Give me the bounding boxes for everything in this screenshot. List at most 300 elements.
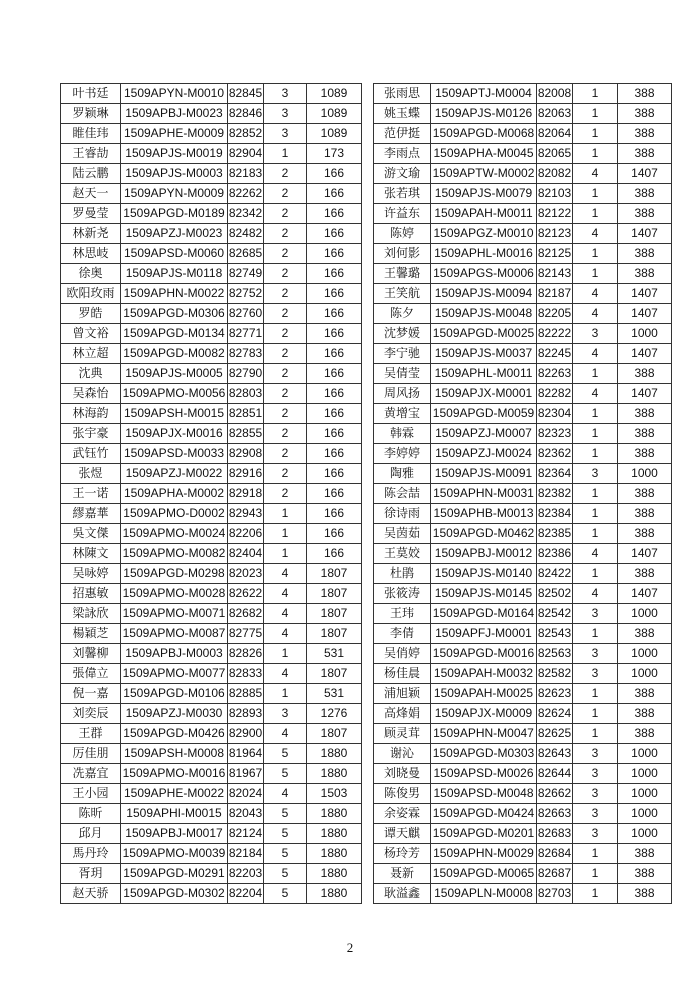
table-row [61, 624, 362, 644]
id-cell: 1509APJS-M0037 [431, 344, 537, 364]
table-row [374, 624, 672, 644]
amount-cell: 388 [618, 844, 672, 864]
id-cell: 1509APHA-M0002 [121, 484, 228, 504]
table-row [61, 424, 362, 444]
table-row [61, 164, 362, 184]
name-cell: 刘馨柳 [61, 644, 121, 664]
name-cell: 李婷婷 [374, 444, 431, 464]
level-cell: 3 [573, 784, 618, 804]
code-cell: 82065 [537, 144, 573, 164]
name-cell: 吴茵茹 [374, 524, 431, 544]
name-cell: 王群 [61, 724, 121, 744]
amount-cell: 166 [307, 384, 362, 404]
level-cell: 4 [264, 664, 307, 684]
amount-cell: 166 [307, 524, 362, 544]
table-row [61, 404, 362, 424]
code-cell: 82364 [537, 464, 573, 484]
name-cell: 杨玲芳 [374, 844, 431, 864]
level-cell: 1 [573, 204, 618, 224]
id-cell: 1509APFJ-M0001 [431, 624, 537, 644]
amount-cell: 1407 [618, 584, 672, 604]
amount-cell: 1276 [307, 704, 362, 724]
right-results-table [373, 83, 672, 904]
name-cell: 吴森怡 [61, 384, 121, 404]
code-cell: 82846 [228, 104, 264, 124]
table-row [61, 704, 362, 724]
id-cell: 1509APSD-M0033 [121, 444, 228, 464]
id-cell: 1509APJX-M0016 [121, 424, 228, 444]
id-cell: 1509APMO-D0002 [121, 504, 228, 524]
amount-cell: 1807 [307, 564, 362, 584]
code-cell: 82024 [228, 784, 264, 804]
level-cell: 2 [264, 424, 307, 444]
name-cell: 梁詠欣 [61, 604, 121, 624]
level-cell: 1 [264, 504, 307, 524]
name-cell: 张若琪 [374, 184, 431, 204]
table-row [374, 364, 672, 384]
name-cell: 李倩 [374, 624, 431, 644]
amount-cell: 388 [618, 244, 672, 264]
code-cell: 82205 [537, 304, 573, 324]
id-cell: 1509APYN-M0010 [121, 84, 228, 104]
id-cell: 1509APSD-M0026 [431, 764, 537, 784]
code-cell: 82662 [537, 784, 573, 804]
table-row [374, 144, 672, 164]
code-cell: 82362 [537, 444, 573, 464]
code-cell: 82783 [228, 344, 264, 364]
name-cell: 王笑航 [374, 284, 431, 304]
amount-cell: 1807 [307, 724, 362, 744]
level-cell: 1 [573, 364, 618, 384]
table-row [61, 884, 362, 904]
id-cell: 1509APGD-M0306 [121, 304, 228, 324]
id-cell: 1509APBJ-M0023 [121, 104, 228, 124]
code-cell: 82008 [537, 84, 573, 104]
name-cell: 冼嘉宜 [61, 764, 121, 784]
code-cell: 82304 [537, 404, 573, 424]
level-cell: 1 [573, 684, 618, 704]
code-cell: 82123 [537, 224, 573, 244]
amount-cell: 388 [618, 124, 672, 144]
level-cell: 2 [264, 244, 307, 264]
name-cell: 倪一嘉 [61, 684, 121, 704]
id-cell: 1509APGD-M0424 [431, 804, 537, 824]
name-cell: 张雨思 [374, 84, 431, 104]
level-cell: 1 [573, 124, 618, 144]
table-row [61, 544, 362, 564]
id-cell: 1509APGD-M0298 [121, 564, 228, 584]
name-cell: 陈夕 [374, 304, 431, 324]
id-cell: 1509APAH-M0025 [431, 684, 537, 704]
level-cell: 2 [264, 184, 307, 204]
code-cell: 82386 [537, 544, 573, 564]
code-cell: 82482 [228, 224, 264, 244]
id-cell: 1509APGD-M0291 [121, 864, 228, 884]
level-cell: 2 [264, 404, 307, 424]
level-cell: 1 [573, 884, 618, 904]
amount-cell: 531 [307, 644, 362, 664]
level-cell: 5 [264, 884, 307, 904]
amount-cell: 388 [618, 404, 672, 424]
code-cell: 82204 [228, 884, 264, 904]
level-cell: 4 [573, 384, 618, 404]
id-cell: 1509APJS-M0140 [431, 564, 537, 584]
code-cell: 82385 [537, 524, 573, 544]
code-cell: 82382 [537, 484, 573, 504]
id-cell: 1509APGD-M0025 [431, 324, 537, 344]
level-cell: 2 [264, 204, 307, 224]
amount-cell: 166 [307, 364, 362, 384]
id-cell: 1509APGD-M0016 [431, 644, 537, 664]
id-cell: 1509APJS-M0005 [121, 364, 228, 384]
level-cell: 3 [573, 804, 618, 824]
name-cell: 谢沁 [374, 744, 431, 764]
name-cell: 周风扬 [374, 384, 431, 404]
code-cell: 82685 [228, 244, 264, 264]
id-cell: 1509APGD-M0059 [431, 404, 537, 424]
code-cell: 82263 [537, 364, 573, 384]
level-cell: 4 [264, 624, 307, 644]
code-cell: 82203 [228, 864, 264, 884]
amount-cell: 388 [618, 84, 672, 104]
name-cell: 張偉立 [61, 664, 121, 684]
amount-cell: 1880 [307, 884, 362, 904]
level-cell: 3 [573, 604, 618, 624]
id-cell: 1509APBJ-M0012 [431, 544, 537, 564]
name-cell: 王馨璐 [374, 264, 431, 284]
name-cell: 杨佳晨 [374, 664, 431, 684]
level-cell: 1 [573, 624, 618, 644]
name-cell: 陶雅 [374, 464, 431, 484]
id-cell: 1509APGD-M0082 [121, 344, 228, 364]
code-cell: 82502 [537, 584, 573, 604]
amount-cell: 1407 [618, 384, 672, 404]
table-row [374, 464, 672, 484]
amount-cell: 166 [307, 504, 362, 524]
amount-cell: 388 [618, 204, 672, 224]
code-cell: 82183 [228, 164, 264, 184]
code-cell: 82124 [228, 824, 264, 844]
code-cell: 82282 [537, 384, 573, 404]
table-row [374, 244, 672, 264]
table-row [374, 864, 672, 884]
table-row [61, 684, 362, 704]
level-cell: 4 [264, 604, 307, 624]
table-row [61, 264, 362, 284]
id-cell: 1509APSD-M0048 [431, 784, 537, 804]
code-cell: 82187 [537, 284, 573, 304]
level-cell: 3 [573, 664, 618, 684]
id-cell: 1509APMO-M0056 [121, 384, 228, 404]
code-cell: 82908 [228, 444, 264, 464]
table-row [374, 304, 672, 324]
table-row [374, 824, 672, 844]
name-cell: 刘晓曼 [374, 764, 431, 784]
name-cell: 王一诺 [61, 484, 121, 504]
amount-cell: 166 [307, 304, 362, 324]
amount-cell: 166 [307, 464, 362, 484]
level-cell: 2 [264, 384, 307, 404]
code-cell: 82043 [228, 804, 264, 824]
amount-cell: 388 [618, 104, 672, 124]
code-cell: 81964 [228, 744, 264, 764]
name-cell: 张筱涛 [374, 584, 431, 604]
name-cell: 余姿霖 [374, 804, 431, 824]
amount-cell: 1407 [618, 304, 672, 324]
amount-cell: 1000 [618, 744, 672, 764]
name-cell: 吴咏婷 [61, 564, 121, 584]
table-row [61, 644, 362, 664]
name-cell: 陈婷 [374, 224, 431, 244]
table-row [374, 844, 672, 864]
name-cell: 徐诗雨 [374, 504, 431, 524]
name-cell: 游文瑜 [374, 164, 431, 184]
amount-cell: 166 [307, 484, 362, 504]
amount-cell: 388 [618, 864, 672, 884]
amount-cell: 388 [618, 724, 672, 744]
table-row [374, 284, 672, 304]
code-cell: 82852 [228, 124, 264, 144]
id-cell: 1509APJS-M0003 [121, 164, 228, 184]
level-cell: 1 [573, 704, 618, 724]
amount-cell: 1807 [307, 664, 362, 684]
table-row [374, 704, 672, 724]
id-cell: 1509APTJ-M0004 [431, 84, 537, 104]
table-row [61, 384, 362, 404]
id-cell: 1509APGD-M0134 [121, 324, 228, 344]
id-cell: 1509APBJ-M0003 [121, 644, 228, 664]
name-cell: 赵天骄 [61, 884, 121, 904]
level-cell: 4 [573, 224, 618, 244]
amount-cell: 388 [618, 184, 672, 204]
id-cell: 1509APJX-M0009 [431, 704, 537, 724]
code-cell: 82063 [537, 104, 573, 124]
table-row [61, 324, 362, 344]
id-cell: 1509APHI-M0015 [121, 804, 228, 824]
amount-cell: 1000 [618, 324, 672, 344]
level-cell: 5 [264, 844, 307, 864]
level-cell: 5 [264, 804, 307, 824]
name-cell: 陆云鹏 [61, 164, 121, 184]
id-cell: 1509APGD-M0068 [431, 124, 537, 144]
id-cell: 1509APJS-M0019 [121, 144, 228, 164]
table-row [374, 424, 672, 444]
level-cell: 3 [264, 84, 307, 104]
name-cell: 沈梦媛 [374, 324, 431, 344]
amount-cell: 1000 [618, 464, 672, 484]
level-cell: 2 [264, 324, 307, 344]
code-cell: 82775 [228, 624, 264, 644]
code-cell: 82122 [537, 204, 573, 224]
id-cell: 1509APMO-M0016 [121, 764, 228, 784]
id-cell: 1509APHB-M0013 [431, 504, 537, 524]
id-cell: 1509APGD-M0189 [121, 204, 228, 224]
code-cell: 82563 [537, 644, 573, 664]
table-row [61, 844, 362, 864]
id-cell: 1509APMO-M0039 [121, 844, 228, 864]
id-cell: 1509APSD-M0060 [121, 244, 228, 264]
level-cell: 3 [573, 644, 618, 664]
level-cell: 1 [573, 144, 618, 164]
table-row [61, 304, 362, 324]
id-cell: 1509APJS-M0126 [431, 104, 537, 124]
code-cell: 82684 [537, 844, 573, 864]
amount-cell: 388 [618, 444, 672, 464]
code-cell: 82703 [537, 884, 573, 904]
id-cell: 1509APHA-M0045 [431, 144, 537, 164]
level-cell: 3 [573, 744, 618, 764]
id-cell: 1509APZJ-M0007 [431, 424, 537, 444]
name-cell: 张宇豪 [61, 424, 121, 444]
code-cell: 82663 [537, 804, 573, 824]
id-cell: 1509APJS-M0094 [431, 284, 537, 304]
table-row [61, 564, 362, 584]
name-cell: 罗颖琳 [61, 104, 121, 124]
amount-cell: 1000 [618, 764, 672, 784]
name-cell: 王莫姣 [374, 544, 431, 564]
table-row [374, 744, 672, 764]
amount-cell: 388 [618, 884, 672, 904]
level-cell: 1 [573, 404, 618, 424]
code-cell: 82184 [228, 844, 264, 864]
id-cell: 1509APMO-M0028 [121, 584, 228, 604]
name-cell: 黄增宝 [374, 404, 431, 424]
amount-cell: 166 [307, 164, 362, 184]
id-cell: 1509APHN-M0029 [431, 844, 537, 864]
amount-cell: 531 [307, 684, 362, 704]
table-row [374, 584, 672, 604]
level-cell: 2 [264, 224, 307, 244]
name-cell: 陈会喆 [374, 484, 431, 504]
id-cell: 1509APHE-M0022 [121, 784, 228, 804]
name-cell: 许益东 [374, 204, 431, 224]
table-row [61, 864, 362, 884]
name-cell: 馬丹玲 [61, 844, 121, 864]
table-row [374, 124, 672, 144]
level-cell: 4 [573, 304, 618, 324]
name-cell: 姚玉蝶 [374, 104, 431, 124]
level-cell: 1 [573, 244, 618, 264]
name-cell: 王小园 [61, 784, 121, 804]
code-cell: 82622 [228, 584, 264, 604]
level-cell: 1 [264, 524, 307, 544]
table-row [374, 224, 672, 244]
id-cell: 1509APMO-M0082 [121, 544, 228, 564]
amount-cell: 1089 [307, 84, 362, 104]
name-cell: 王玮 [374, 604, 431, 624]
level-cell: 2 [264, 364, 307, 384]
table-row [61, 124, 362, 144]
name-cell: 林新尧 [61, 224, 121, 244]
level-cell: 2 [264, 484, 307, 504]
code-cell: 82206 [228, 524, 264, 544]
id-cell: 1509APSH-M0015 [121, 404, 228, 424]
table-row [374, 644, 672, 664]
amount-cell: 166 [307, 244, 362, 264]
id-cell: 1509APLN-M0008 [431, 884, 537, 904]
code-cell: 82625 [537, 724, 573, 744]
level-cell: 2 [264, 304, 307, 324]
table-row [61, 104, 362, 124]
table-row [61, 244, 362, 264]
level-cell: 3 [264, 704, 307, 724]
table-row [374, 684, 672, 704]
table-row [61, 284, 362, 304]
name-cell: 高烽娟 [374, 704, 431, 724]
id-cell: 1509APMO-M0077 [121, 664, 228, 684]
level-cell: 4 [264, 564, 307, 584]
level-cell: 1 [264, 684, 307, 704]
id-cell: 1509APSH-M0008 [121, 744, 228, 764]
table-row [374, 504, 672, 524]
id-cell: 1509APAH-M0011 [431, 204, 537, 224]
level-cell: 1 [573, 564, 618, 584]
level-cell: 1 [573, 844, 618, 864]
id-cell: 1509APHL-M0011 [431, 364, 537, 384]
id-cell: 1509APTW-M0002 [431, 164, 537, 184]
amount-cell: 388 [618, 684, 672, 704]
table-row [374, 444, 672, 464]
name-cell: 吴俏婷 [374, 644, 431, 664]
name-cell: 厉佳朋 [61, 744, 121, 764]
name-cell: 胥玥 [61, 864, 121, 884]
level-cell: 1 [573, 444, 618, 464]
table-row [374, 484, 672, 504]
level-cell: 4 [573, 344, 618, 364]
table-row [61, 584, 362, 604]
amount-cell: 166 [307, 284, 362, 304]
amount-cell: 1407 [618, 544, 672, 564]
table-row [374, 184, 672, 204]
id-cell: 1509APMO-M0024 [121, 524, 228, 544]
name-cell: 吴倩莹 [374, 364, 431, 384]
level-cell: 3 [264, 124, 307, 144]
table-row [61, 724, 362, 744]
id-cell: 1509APGD-M0106 [121, 684, 228, 704]
amount-cell: 388 [618, 504, 672, 524]
id-cell: 1509APJS-M0091 [431, 464, 537, 484]
name-cell: 谭天麒 [374, 824, 431, 844]
level-cell: 1 [573, 264, 618, 284]
table-row [374, 664, 672, 684]
code-cell: 82125 [537, 244, 573, 264]
name-cell: 欧阳玫雨 [61, 284, 121, 304]
amount-cell: 388 [618, 624, 672, 644]
amount-cell: 1000 [618, 664, 672, 684]
id-cell: 1509APJX-M0001 [431, 384, 537, 404]
page-number: 2 [346, 940, 354, 955]
amount-cell: 1000 [618, 604, 672, 624]
level-cell: 1 [573, 484, 618, 504]
code-cell: 82342 [228, 204, 264, 224]
table-row [61, 824, 362, 844]
level-cell: 4 [573, 284, 618, 304]
code-cell: 82845 [228, 84, 264, 104]
name-cell: 范伊挺 [374, 124, 431, 144]
amount-cell: 1000 [618, 644, 672, 664]
name-cell: 吳文傑 [61, 524, 121, 544]
code-cell: 82143 [537, 264, 573, 284]
id-cell: 1509APGD-M0065 [431, 864, 537, 884]
level-cell: 1 [573, 504, 618, 524]
id-cell: 1509APZJ-M0024 [431, 444, 537, 464]
amount-cell: 388 [618, 364, 672, 384]
amount-cell: 1880 [307, 804, 362, 824]
level-cell: 1 [573, 424, 618, 444]
level-cell: 4 [573, 544, 618, 564]
code-cell: 82760 [228, 304, 264, 324]
id-cell: 1509APHN-M0047 [431, 724, 537, 744]
